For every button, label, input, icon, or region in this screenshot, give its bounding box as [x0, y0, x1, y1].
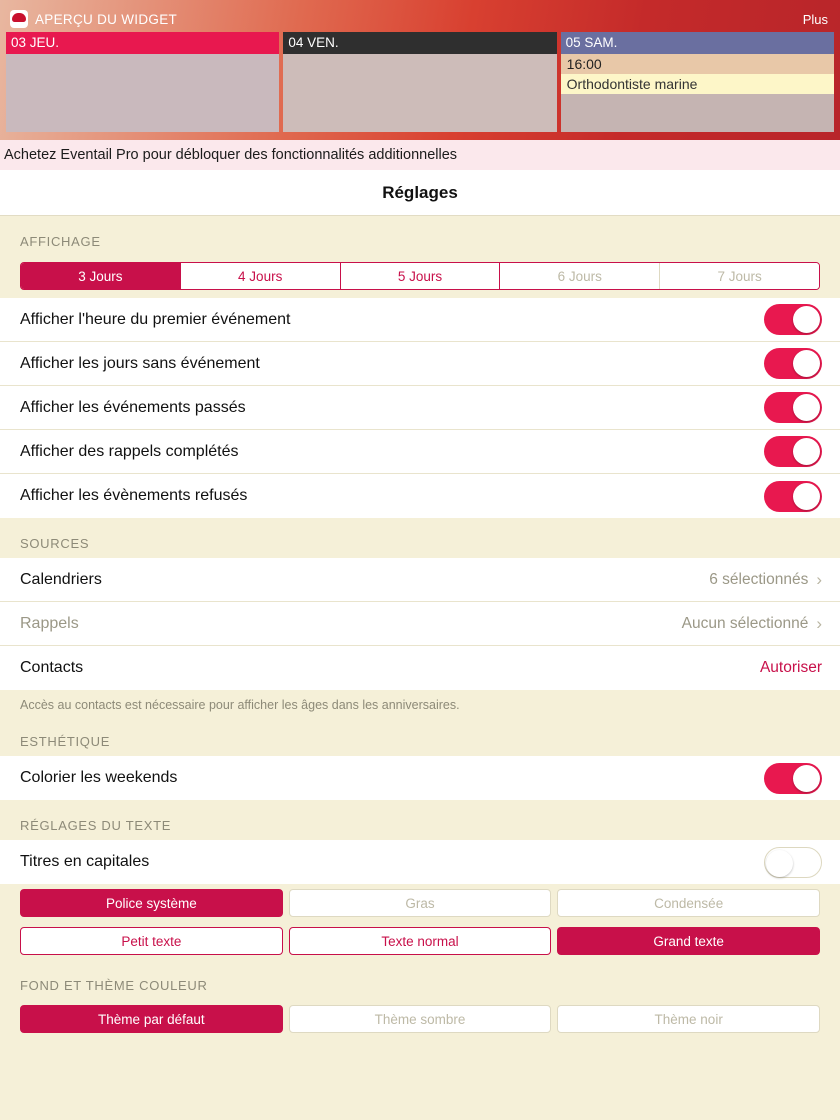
row-label: Contacts — [20, 659, 84, 676]
segment-theme-sombre: Thème sombre — [289, 1005, 552, 1033]
segment-grand-texte[interactable]: Grand texte — [557, 927, 820, 955]
section-header-sources: SOURCES — [0, 518, 840, 558]
row-label: Afficher les jours sans événement — [20, 354, 260, 372]
widget-preview — [0, 0, 840, 140]
segment-petit-texte[interactable]: Petit texte — [20, 927, 283, 955]
row-label: Afficher l'heure du premier événement — [20, 310, 291, 328]
toggle-show-past-events[interactable] — [764, 392, 822, 423]
segment-theme-par-defaut[interactable]: Thème par défaut — [20, 1005, 283, 1033]
section-header-text-settings: RÉGLAGES DU TEXTE — [0, 800, 840, 840]
promo-banner[interactable] — [0, 140, 840, 170]
toggle-knob — [793, 438, 820, 465]
widget-days — [4, 32, 836, 132]
row-calendriers[interactable] — [0, 558, 840, 602]
toggle-knob — [793, 483, 820, 510]
page-title: Réglages — [382, 182, 458, 202]
toggle-color-weekends[interactable] — [764, 763, 822, 794]
segment-6-jours: 6 Jours — [500, 263, 660, 289]
toggle-show-declined-events[interactable] — [764, 481, 822, 512]
widget-day-header: 03 JEU. — [6, 32, 279, 54]
section-header-theme: FOND ET THÈME COULEUR — [0, 960, 840, 1000]
widget-day-column[interactable] — [283, 32, 556, 132]
toggle-knob — [793, 394, 820, 421]
row-show-past-events[interactable] — [0, 386, 840, 430]
row-label: Afficher les événements passés — [20, 398, 246, 416]
segment-police-systeme[interactable]: Police système — [20, 889, 283, 917]
row-rappels[interactable] — [0, 602, 840, 646]
toggle-show-completed-reminders[interactable] — [764, 436, 822, 467]
toggle-knob — [766, 850, 793, 877]
chevron-right-icon: › — [816, 570, 822, 589]
widget-day-column[interactable] — [561, 32, 834, 132]
row-show-empty-days[interactable] — [0, 342, 840, 386]
promo-text: Achetez Eventail Pro pour débloquer des fonctionnalités additionnelles — [4, 147, 458, 163]
widget-event-title: Orthodontiste marine — [561, 74, 834, 94]
row-color-weekends[interactable] — [0, 756, 840, 800]
navigation-bar — [0, 170, 840, 216]
text-settings-group — [0, 840, 840, 884]
row-value: 6 sélectionnés — [709, 570, 809, 588]
row-label: Afficher les évènements refusés — [20, 487, 248, 504]
authorize-contacts-button[interactable]: Autoriser — [759, 659, 822, 676]
row-label: Rappels — [20, 614, 79, 632]
theme-segmented-control[interactable] — [0, 1000, 840, 1038]
row-show-first-event-time[interactable] — [0, 298, 840, 342]
font-style-segmented-control[interactable] — [0, 884, 840, 922]
text-size-segmented-control[interactable] — [0, 922, 840, 960]
segment-texte-normal[interactable]: Texte normal — [289, 927, 552, 955]
segment-condensee: Condensée — [557, 889, 820, 917]
widget-preview-header — [4, 6, 836, 32]
segment-5-jours[interactable]: 5 Jours — [341, 263, 501, 289]
toggle-show-empty-days[interactable] — [764, 348, 822, 379]
toggle-uppercase-titles[interactable] — [764, 847, 822, 878]
widget-day-column[interactable] — [6, 32, 279, 132]
toggle-knob — [793, 306, 820, 333]
widget-day-header: 04 VEN. — [283, 32, 556, 54]
calendar-app-icon — [10, 10, 28, 28]
segment-7-jours: 7 Jours — [660, 263, 819, 289]
chevron-right-icon: › — [816, 614, 822, 633]
row-show-completed-reminders[interactable] — [0, 430, 840, 474]
display-options-group — [0, 298, 840, 518]
row-show-declined-events[interactable] — [0, 474, 840, 518]
segment-4-jours[interactable]: 4 Jours — [181, 263, 341, 289]
sources-group — [0, 558, 840, 690]
row-label: Afficher des rappels complétés — [20, 442, 239, 460]
row-uppercase-titles[interactable] — [0, 840, 840, 884]
row-label: Titres en capitales — [20, 853, 150, 870]
day-count-segmented-control[interactable] — [0, 256, 840, 298]
segment-gras: Gras — [289, 889, 552, 917]
segment-3-jours[interactable]: 3 Jours — [21, 263, 181, 289]
widget-day-header: 05 SAM. — [561, 32, 834, 54]
contacts-footnote: Accès au contacts est nécessaire pour afficher les âges dans les anniversaires. — [0, 690, 840, 716]
widget-title: APERÇU DU WIDGET — [35, 11, 178, 27]
widget-more-button[interactable]: Plus — [802, 11, 828, 27]
toggle-knob — [793, 350, 820, 377]
aesthetics-group — [0, 756, 840, 800]
row-value: Aucun sélectionné — [681, 614, 809, 632]
row-label: Colorier les weekends — [20, 769, 178, 786]
segment-theme-noir: Thème noir — [557, 1005, 820, 1033]
row-label: Calendriers — [20, 570, 102, 588]
section-header-display: AFFICHAGE — [0, 216, 840, 256]
toggle-show-first-event-time[interactable] — [764, 304, 822, 335]
row-contacts[interactable] — [0, 646, 840, 690]
widget-event-time: 16:00 — [561, 54, 834, 74]
section-header-aesthetics: ESTHÉTIQUE — [0, 716, 840, 756]
toggle-knob — [793, 765, 820, 792]
